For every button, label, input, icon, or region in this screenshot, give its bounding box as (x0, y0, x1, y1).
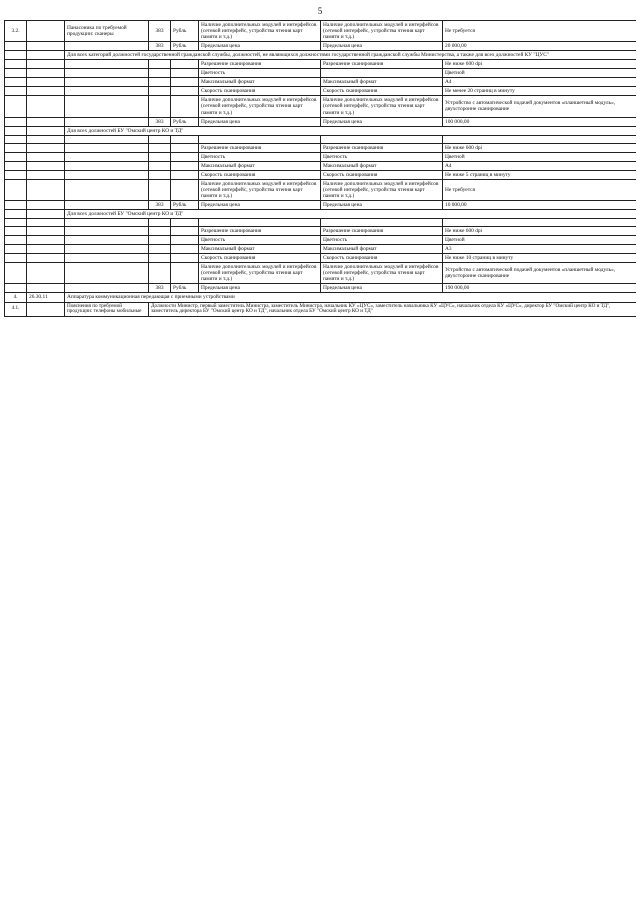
group-label: Для всех категорий должностей государственной гражданской службы, должностей, не являющихся должностями государственной гражданской службы Министерства, а также для всех должностей КУ "ЦУС" (65, 51, 637, 60)
okei-code: 383 (149, 200, 171, 209)
group-header-row (5, 51, 637, 60)
okei-code: 383 (149, 284, 171, 293)
characteristic-value: 10 000,00 (443, 200, 637, 209)
okei-code: 383 (149, 21, 171, 42)
table-row (5, 219, 637, 227)
document-table-area (4, 20, 636, 900)
characteristic-value: Не требуется (443, 179, 637, 200)
section-title: Аппаратура коммуникационная передающая с приемными устройствами (65, 293, 637, 302)
characteristic: Цветность (321, 236, 443, 245)
unit-name: Рубль (171, 21, 199, 42)
table-row (5, 263, 637, 284)
table-row (5, 117, 637, 126)
table-row (5, 179, 637, 200)
page-number: 5 (317, 6, 323, 16)
characteristic-value: 190 000,00 (443, 284, 637, 293)
characteristic: Предельная цена (321, 284, 443, 293)
unit-name: Рубль (171, 42, 199, 51)
characteristic: Предельная цена (199, 42, 321, 51)
characteristic: Цветность (199, 152, 321, 161)
characteristic-value: Не требуется (443, 21, 637, 42)
section-title: Пояснения по требуемой продукции: телефоны мобильные (65, 302, 149, 317)
table-row (5, 78, 637, 87)
table-row (5, 42, 637, 51)
characteristic-value: Цветной (443, 236, 637, 245)
characteristic-value: А4 (443, 78, 637, 87)
group-label: Для всех должностей БУ "Омский центр КО и ТД" (65, 126, 637, 135)
characteristic: Разрешение сканирования (321, 60, 443, 69)
table-row (5, 135, 637, 143)
characteristic: Скорость сканирования (199, 170, 321, 179)
table-row (5, 152, 637, 161)
row-number: 3.2. (5, 21, 27, 42)
group-header-row (5, 210, 637, 219)
characteristic: Разрешение сканирования (321, 227, 443, 236)
okpd-code: 26.30.11 (27, 293, 65, 302)
section-41-row (5, 302, 637, 317)
characteristic: Разрешение сканирования (321, 143, 443, 152)
table-row (5, 161, 637, 170)
characteristic: Скорость сканирования (199, 254, 321, 263)
characteristic: Предельная цена (321, 117, 443, 126)
section-4-row (5, 293, 637, 302)
characteristic (321, 69, 443, 78)
characteristic: Наличие дополнительных модулей и интерфейсов (сетевой интерфейс, устройства чтения карт памяти и т.д.) (321, 179, 443, 200)
table-row (5, 245, 637, 254)
positions-list: Должности Министр, первый заместитель Министра, заместитель Министра, начальник КУ «ЦУС», заместитель начальника КУ «ЦУС», начальник отдела КУ «ЦУС», директор БУ "Омский центр КО и ТД", заместитель директора БУ "Омский центр КО и ТД", начальник отдела БУ "Омский центр КО и ТД" (149, 302, 637, 317)
characteristic: Разрешение сканирования (199, 227, 321, 236)
characteristic: Скорость сканирования (321, 170, 443, 179)
table-row (5, 254, 637, 263)
table-row (5, 60, 637, 69)
characteristic: Предельная цена (199, 117, 321, 126)
characteristic: Наличие дополнительных модулей и интерфейсов (сетевой интерфейс, устройства чтения карт памяти и т.д.) (199, 96, 321, 117)
characteristic: Предельная цена (199, 284, 321, 293)
characteristic: Скорость сканирования (321, 254, 443, 263)
characteristic: Цветность (199, 236, 321, 245)
characteristic-value: Не ниже 600 dpi (443, 60, 637, 69)
characteristic: Цветность (199, 69, 321, 78)
section-title: Панасоника по требуемой продукции: сканеры (65, 21, 149, 42)
unit-name: Рубль (171, 117, 199, 126)
characteristic: Цветность (321, 152, 443, 161)
characteristic: Максимальный формат (199, 245, 321, 254)
okei-code: 383 (149, 42, 171, 51)
characteristic-value: А4 (443, 161, 637, 170)
row-number: 4.1. (5, 302, 27, 317)
characteristic-value: Цветной (443, 69, 637, 78)
characteristic: Наличие дополнительных модулей и интерфейсов (сетевой интерфейс, устройства чтения карт памяти и т.д.) (321, 96, 443, 117)
table-row (5, 143, 637, 152)
table-row (5, 170, 637, 179)
characteristic: Предельная цена (199, 200, 321, 209)
characteristic: Предельная цена (321, 200, 443, 209)
table-row (5, 96, 637, 117)
characteristic: Максимальный формат (321, 245, 443, 254)
characteristic: Наличие дополнительных модулей и интерфейсов (сетевой интерфейс, устройства чтения карт памяти и т.д.) (199, 263, 321, 284)
table-row (5, 284, 637, 293)
characteristic: Скорость сканирования (199, 87, 321, 96)
characteristic-value: Цветной (443, 152, 637, 161)
section-32-header-row (5, 21, 637, 42)
characteristic: Разрешение сканирования (199, 143, 321, 152)
characteristic-value: Не ниже 600 dpi (443, 143, 637, 152)
characteristic: Разрешение сканирования (199, 60, 321, 69)
characteristic-value: Устройство с автоматической подачей документов «планшетный модуль», двухсторонне сканирование (443, 96, 637, 117)
table-row (5, 69, 637, 78)
characteristic: Скорость сканирования (321, 87, 443, 96)
characteristic-value: Не менее 20 страниц в минуту (443, 87, 637, 96)
characteristic-value: Устройство с автоматической подачей документов «планшетный модуль», двухсторонне сканирование (443, 263, 637, 284)
characteristic-value: Не ниже 600 dpi (443, 227, 637, 236)
unit-name: Рубль (171, 200, 199, 209)
characteristic: Максимальный формат (199, 161, 321, 170)
characteristic: Максимальный формат (321, 78, 443, 87)
characteristic-value: А3 (443, 245, 637, 254)
characteristic: Максимальный формат (321, 161, 443, 170)
table-row (5, 200, 637, 209)
group-label: Для всех должностей БУ "Омский центр КО и ТД" (65, 210, 637, 219)
spec-table (4, 20, 636, 317)
characteristic-value: 20 000,00 (443, 42, 637, 51)
unit-name: Рубль (171, 284, 199, 293)
table-row (5, 87, 637, 96)
characteristic-value: Не ниже 10 страниц в минуту (443, 254, 637, 263)
row-number: 4. (5, 293, 27, 302)
characteristic: Предельная цена (321, 42, 443, 51)
table-row (5, 227, 637, 236)
group-header-row (5, 126, 637, 135)
characteristic: Наличие дополнительных модулей и интерфейсов (сетевой интерфейс, устройства чтения карт памяти и т.д.) (321, 21, 443, 42)
characteristic-value: Не ниже 5 страниц в минуту (443, 170, 637, 179)
characteristic: Наличие дополнительных модулей и интерфейсов (сетевой интерфейс, устройства чтения карт памяти и т.д.) (199, 21, 321, 42)
table-row (5, 236, 637, 245)
characteristic-value: 100 000,00 (443, 117, 637, 126)
characteristic: Наличие дополнительных модулей и интерфейсов (сетевой интерфейс, устройства чтения карт памяти и т.д.) (321, 263, 443, 284)
characteristic: Наличие дополнительных модулей и интерфейсов (сетевой интерфейс, устройства чтения карт памяти и т.д.) (199, 179, 321, 200)
okei-code: 383 (149, 117, 171, 126)
characteristic: Максимальный формат (199, 78, 321, 87)
